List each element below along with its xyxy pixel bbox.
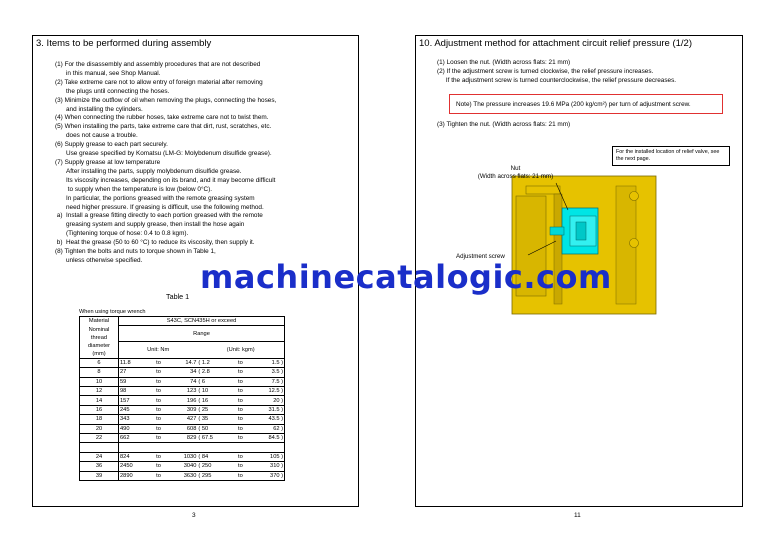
assembly-item-line: unless otherwise specified. <box>66 256 143 264</box>
nm-max-cell: 1030 <box>166 452 198 461</box>
assembly-item-line: does not cause a trouble. <box>66 132 138 140</box>
kgm-max-cell: 84.5 ) <box>248 434 285 443</box>
header-unit-nm: Unit: Nm <box>119 342 198 359</box>
torque-table <box>79 316 285 481</box>
watermark: machinecatalogic.com <box>200 258 612 296</box>
valve-top-cap <box>526 186 560 194</box>
nm-min-cell: 27 <box>119 368 152 377</box>
nm-max-cell: 123 <box>166 387 198 396</box>
kgm-min-cell: ( 6 <box>197 377 233 386</box>
table-row <box>80 443 285 452</box>
to-cell: to <box>233 387 248 396</box>
table-row <box>80 387 285 396</box>
assembly-item-line: (2) Take extreme care not to allow entry of foreign material after removing <box>55 78 263 86</box>
header-material: Material <box>80 317 119 326</box>
left-page-title: 3. Items to be performed during assembly <box>36 38 212 49</box>
kgm-min-cell: ( 2.8 <box>197 368 233 377</box>
to-cell: to <box>151 452 166 461</box>
nm-min-cell: 343 <box>119 415 152 424</box>
table-row <box>80 405 285 414</box>
step-1: (1) Loosen the nut. (Width across flats: 21 mm) <box>437 59 571 66</box>
table-row <box>80 415 285 424</box>
assembly-item-line: b) Heat the grease (50 to 60 °C) to reduce its viscosity, then supply it. <box>55 239 255 247</box>
to-cell: to <box>151 387 166 396</box>
to-cell: to <box>233 434 248 443</box>
assembly-item-line: (Tightening torque of hose: 0.4 to 0.8 kgm). <box>66 230 189 238</box>
nm-min-cell: 2890 <box>119 471 152 480</box>
nm-max-cell: 196 <box>166 396 198 405</box>
nm-max-cell: 14.7 <box>166 358 198 367</box>
bolt-top <box>630 192 639 201</box>
to-cell: to <box>151 405 166 414</box>
to-cell: to <box>233 368 248 377</box>
to-cell: to <box>233 471 248 480</box>
to-cell <box>233 443 248 452</box>
header-nominal-1: Nominal thread <box>80 326 119 342</box>
kgm-max-cell <box>248 443 285 452</box>
to-cell: to <box>151 396 166 405</box>
screw-tip <box>550 227 564 235</box>
diameter-cell: 8 <box>80 368 119 377</box>
right-page-title: 10. Adjustment method for attachment circuit relief pressure (1/2) <box>419 38 692 49</box>
assembly-item-line: to supply when the temperature is low (below 0°C). <box>66 185 213 193</box>
table-row <box>80 424 285 433</box>
nm-max-cell: 74 <box>166 377 198 386</box>
assembly-item-line: In particular, the portions greased with the remote greasing system <box>66 194 255 202</box>
assembly-item-line: (7) Supply grease at low temperature <box>55 158 161 166</box>
nm-max-cell: 3040 <box>166 462 198 471</box>
header-unit-kgm: (Unit: kgm) <box>197 342 284 359</box>
kgm-max-cell: 20 ) <box>248 396 285 405</box>
kgm-min-cell: ( 16 <box>197 396 233 405</box>
to-cell: to <box>151 368 166 377</box>
assembly-items-list <box>55 61 276 266</box>
to-cell: to <box>233 405 248 414</box>
nm-min-cell: 11.8 <box>119 358 152 367</box>
diameter-cell: 36 <box>80 462 119 471</box>
nm-max-cell: 3630 <box>166 471 198 480</box>
kgm-min-cell: ( 295 <box>197 471 233 480</box>
nm-min-cell: 245 <box>119 405 152 414</box>
pressure-note: Note) The pressure increases 19.6 MPa (200 kg/cm²) per turn of adjustment screw. <box>449 94 723 114</box>
to-cell <box>151 443 166 452</box>
kgm-max-cell: 3.5 ) <box>248 368 285 377</box>
assembly-item-line: need higher pressure. If greasing is difficult, use the following method. <box>66 203 264 211</box>
diameter-cell: 24 <box>80 452 119 461</box>
nut-label-title: Nut <box>510 165 521 172</box>
left-page-number: 3 <box>192 512 196 519</box>
table-row <box>80 396 285 405</box>
table-caption: Table 1 <box>166 292 190 301</box>
nm-max-cell <box>166 443 198 452</box>
adjustment-screw <box>576 222 586 240</box>
to-cell: to <box>233 424 248 433</box>
table-row <box>80 377 285 386</box>
diameter-cell: 39 <box>80 471 119 480</box>
nm-max-cell: 427 <box>166 415 198 424</box>
table-row <box>80 368 285 377</box>
nut-label <box>468 165 563 180</box>
nm-min-cell: 824 <box>119 452 152 461</box>
to-cell: to <box>233 462 248 471</box>
assembly-item-line: (5) When installing the parts, take extreme care that dirt, rust, scratches, etc. <box>55 123 272 131</box>
assembly-item-line: Use grease specified by Komatsu (LM-G: Molybdenum disulfide grease). <box>66 150 272 158</box>
diameter-cell <box>80 443 119 452</box>
diameter-cell: 20 <box>80 424 119 433</box>
header-range: Range <box>119 326 285 342</box>
kgm-max-cell: 7.5 ) <box>248 377 285 386</box>
kgm-max-cell: 370 ) <box>248 471 285 480</box>
kgm-max-cell: 31.5 ) <box>248 405 285 414</box>
assembly-item-line: a) Install a grease fitting directly to each portion greased with the remote <box>55 212 263 220</box>
kgm-max-cell: 62 ) <box>248 424 285 433</box>
table-row <box>80 434 285 443</box>
kgm-max-cell: 1.5 ) <box>248 358 285 367</box>
diameter-cell: 18 <box>80 415 119 424</box>
kgm-min-cell <box>197 443 233 452</box>
kgm-max-cell: 43.5 ) <box>248 415 285 424</box>
assembly-item-line: After installing the parts, supply molybdenum disulfide grease. <box>66 167 242 175</box>
assembly-item-line: and installing the cylinders. <box>66 105 143 113</box>
table-row <box>80 452 285 461</box>
table-subcaption: When using torque wrench <box>79 309 146 315</box>
nm-max-cell: 309 <box>166 405 198 414</box>
kgm-max-cell: 12.5 ) <box>248 387 285 396</box>
nm-min-cell: 662 <box>119 434 152 443</box>
adjustment-screw-label: Adjustment screw <box>456 253 505 260</box>
step-2-cont: If the adjustment screw is turned counterclockwise, the relief pressure decreases. <box>437 77 677 84</box>
assembly-item-line: the plugs until connecting the hoses. <box>66 87 170 95</box>
kgm-min-cell: ( 50 <box>197 424 233 433</box>
assembly-item-line: (4) When connecting the rubber hoses, take extreme care not to twist them. <box>55 114 269 122</box>
nm-max-cell: 829 <box>166 434 198 443</box>
to-cell: to <box>151 462 166 471</box>
to-cell: to <box>233 396 248 405</box>
table-row <box>80 358 285 367</box>
kgm-min-cell: ( 84 <box>197 452 233 461</box>
nm-min-cell: 490 <box>119 424 152 433</box>
assembly-item-line: (8) Tighten the bolts and nuts to torque shown in Table 1, <box>55 248 216 256</box>
to-cell: to <box>233 452 248 461</box>
nut-label-sub: (Width across flats: 21 mm) <box>477 172 554 180</box>
kgm-min-cell: ( 67.5 <box>197 434 233 443</box>
to-cell: to <box>233 415 248 424</box>
to-cell: to <box>233 358 248 367</box>
kgm-max-cell: 105 ) <box>248 452 285 461</box>
assembly-item-line: (6) Supply grease to each part securely. <box>55 141 168 149</box>
kgm-min-cell: ( 35 <box>197 415 233 424</box>
assembly-item-line: greasing system and supply grease, then install the hose again <box>66 221 245 229</box>
kgm-min-cell: ( 10 <box>197 387 233 396</box>
to-cell: to <box>151 415 166 424</box>
diameter-cell: 14 <box>80 396 119 405</box>
assembly-item-line: in this manual, see Shop Manual. <box>66 69 161 77</box>
to-cell: to <box>151 471 166 480</box>
table-row <box>80 471 285 480</box>
diameter-cell: 16 <box>80 405 119 414</box>
diameter-cell: 12 <box>80 387 119 396</box>
table-row <box>80 462 285 471</box>
nm-max-cell: 34 <box>166 368 198 377</box>
nm-min-cell <box>119 443 152 452</box>
info-box: For the installed location of relief valve, see the next page. <box>612 146 730 166</box>
diameter-cell: 22 <box>80 434 119 443</box>
assembly-item-line: Its viscosity increases, depending on its brand, and it may become difficult <box>66 176 276 184</box>
nm-min-cell: 2450 <box>119 462 152 471</box>
kgm-max-cell: 310 ) <box>248 462 285 471</box>
nm-max-cell: 608 <box>166 424 198 433</box>
kgm-min-cell: ( 250 <box>197 462 233 471</box>
to-cell: to <box>151 358 166 367</box>
diameter-cell: 6 <box>80 358 119 367</box>
step-3: (3) Tighten the nut. (Width across flats: 21 mm) <box>437 121 571 128</box>
kgm-min-cell: ( 25 <box>197 405 233 414</box>
to-cell: to <box>151 434 166 443</box>
step-2: (2) If the adjustment screw is turned clockwise, the relief pressure increases. <box>437 68 654 75</box>
bolt-bottom <box>630 239 639 248</box>
diameter-cell: 10 <box>80 377 119 386</box>
to-cell: to <box>151 377 166 386</box>
nm-min-cell: 157 <box>119 396 152 405</box>
nm-min-cell: 98 <box>119 387 152 396</box>
to-cell: to <box>151 424 166 433</box>
assembly-item-line: (1) For the disassembly and assembly procedures that are not described <box>55 61 261 68</box>
kgm-min-cell: ( 1.2 <box>197 358 233 367</box>
header-grade: S43C, SCN435H or exceed <box>119 317 285 326</box>
right-page-number: 11 <box>574 512 581 519</box>
header-nominal-2: diameter (mm) <box>80 342 119 359</box>
assembly-item-line: (3) Minimize the outflow of oil when removing the plugs, connecting the hoses, <box>55 96 277 104</box>
nm-min-cell: 59 <box>119 377 152 386</box>
to-cell: to <box>233 377 248 386</box>
